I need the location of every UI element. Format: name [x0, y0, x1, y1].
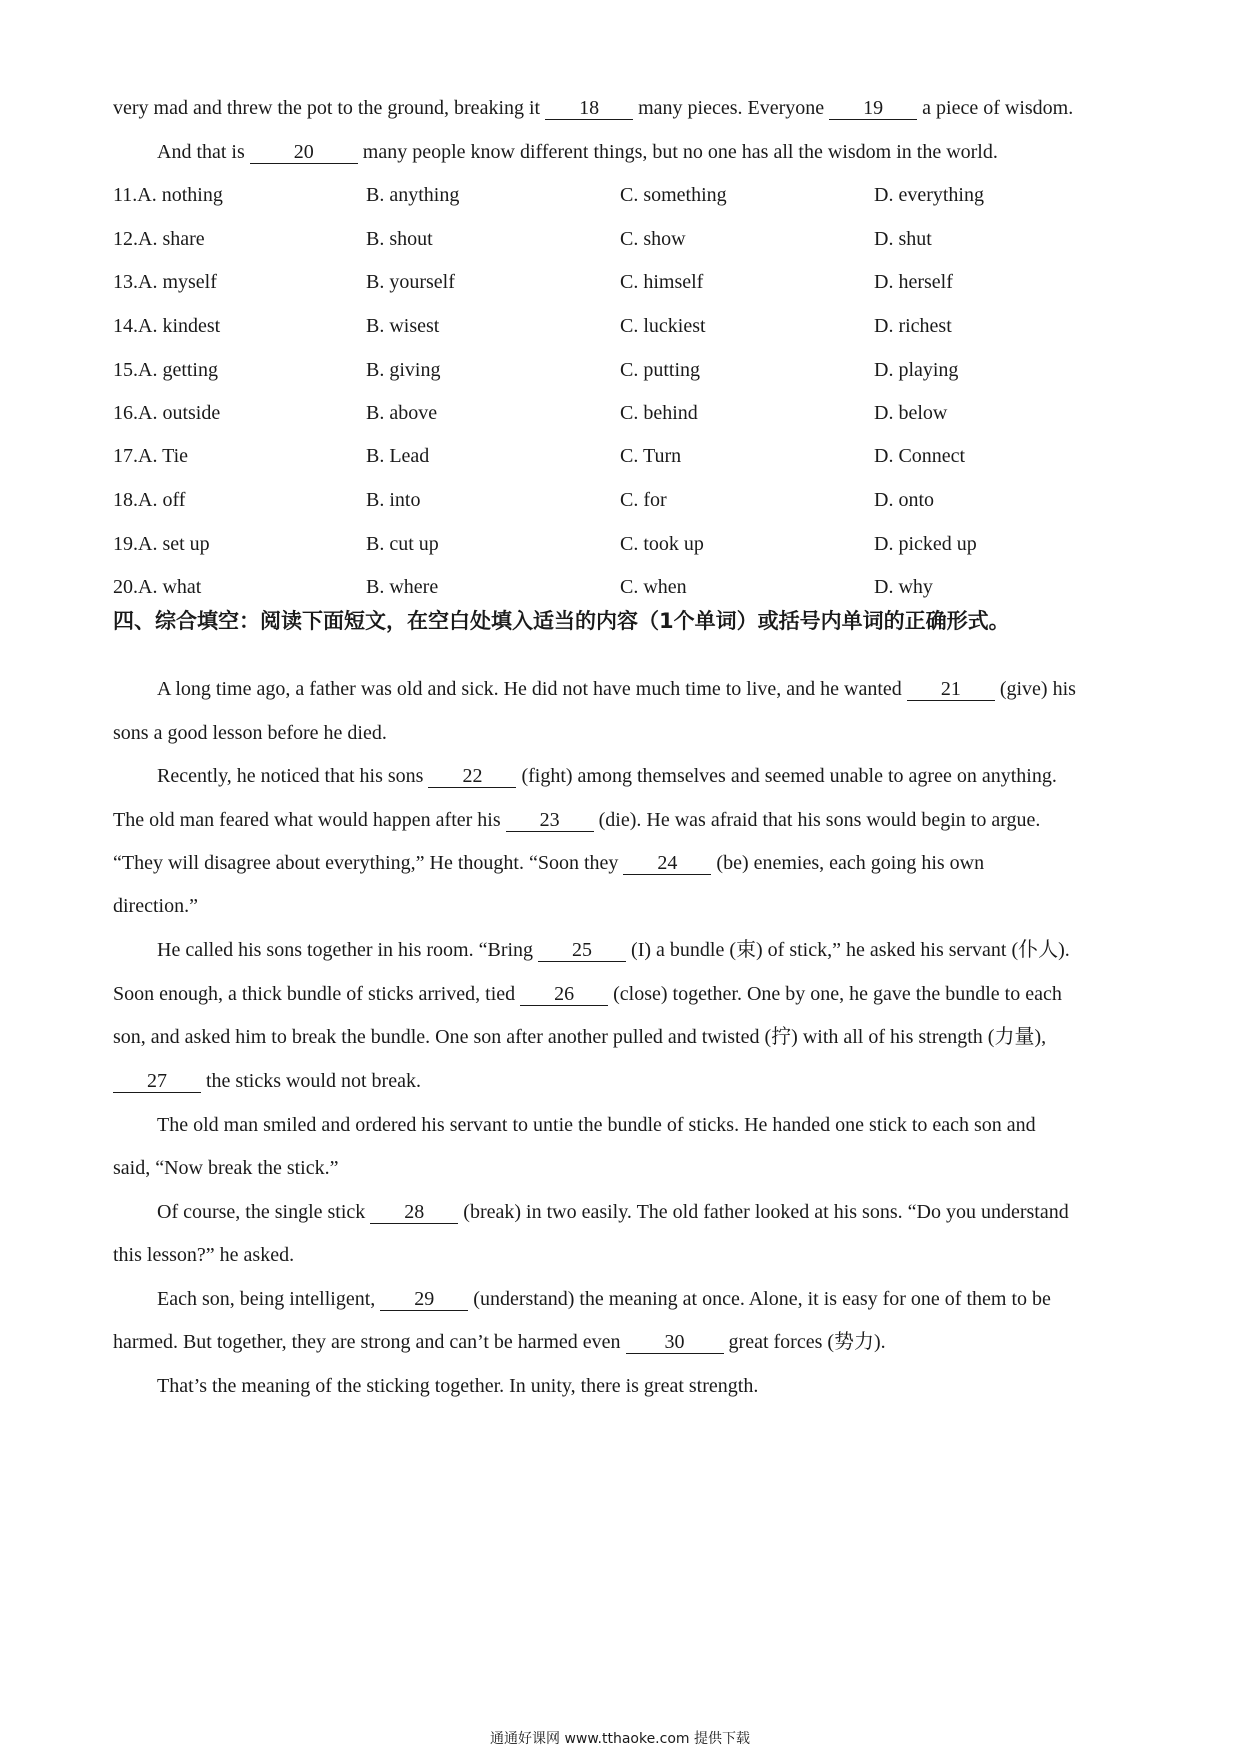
text: harmed. But together, they are strong and can’t be harmed even [113, 1331, 621, 1353]
option-row-20 [113, 574, 1133, 600]
option-b[interactable]: B. into [366, 489, 421, 511]
passage-line [113, 1024, 1133, 1050]
blank-19[interactable]: 19 [829, 97, 917, 120]
option-b[interactable]: B. yourself [366, 271, 455, 293]
passage-line [157, 1286, 1133, 1312]
option-b[interactable]: B. anything [366, 184, 460, 206]
passage-line [113, 850, 1133, 876]
option-a[interactable]: 19.A. set up [113, 533, 210, 555]
option-a[interactable]: 15.A. getting [113, 359, 218, 381]
text: direction.” [113, 895, 198, 917]
option-d[interactable]: D. Connect [874, 445, 966, 467]
option-row-11 [113, 182, 1133, 208]
text: (understand) the meaning at once. Alone, it is easy for one of them to be [473, 1288, 1051, 1310]
text: son, and asked him to break the bundle. One son after another pulled and twisted (拧) with all of his strength (力量), [113, 1026, 1047, 1048]
text: (be) enemies, each going his own [716, 852, 985, 874]
option-row-17 [113, 443, 1133, 469]
text: this lesson?” he asked. [113, 1244, 295, 1266]
option-d[interactable]: D. picked up [874, 533, 977, 555]
text: The old man feared what would happen after his [113, 809, 501, 831]
option-c[interactable]: C. Turn [620, 445, 682, 467]
option-a[interactable]: 14.A. kindest [113, 315, 221, 337]
option-d[interactable]: D. why [874, 576, 933, 598]
option-c[interactable]: C. something [620, 184, 727, 206]
text: He called his sons together in his room. “Bring [157, 939, 534, 961]
option-row-15 [113, 357, 1133, 383]
option-a[interactable]: 18.A. off [113, 489, 186, 511]
option-d[interactable]: D. everything [874, 184, 984, 206]
blank-28[interactable]: 28 [370, 1201, 458, 1224]
option-c[interactable]: C. for [620, 489, 667, 511]
option-c[interactable]: C. when [620, 576, 687, 598]
option-d[interactable]: D. herself [874, 271, 953, 293]
option-row-19 [113, 531, 1133, 557]
option-d[interactable]: D. playing [874, 359, 959, 381]
option-c[interactable]: C. behind [620, 402, 698, 424]
option-row-18 [113, 487, 1133, 513]
passage-line [113, 1155, 1133, 1181]
blank-27[interactable]: 27 [113, 1070, 201, 1093]
blank-26[interactable]: 26 [520, 983, 608, 1006]
text: the sticks would not break. [206, 1070, 421, 1092]
blank-20[interactable]: 20 [250, 141, 358, 164]
text: (close) together. One by one, he gave the bundle to each [613, 983, 1062, 1005]
passage-line [113, 95, 1133, 121]
passage-line [113, 1242, 1133, 1268]
option-d[interactable]: D. richest [874, 315, 952, 337]
text: Soon enough, a thick bundle of sticks arrived, tied [113, 983, 516, 1005]
text: many people know different things, but no one has all the wisdom in the world. [362, 141, 998, 163]
passage-line [113, 807, 1133, 833]
blank-23[interactable]: 23 [506, 809, 594, 832]
blank-29[interactable]: 29 [380, 1288, 468, 1311]
text: A long time ago, a father was old and sick. He did not have much time to live, and he wanted [157, 678, 902, 700]
option-a[interactable]: 17.A. Tie [113, 445, 189, 467]
text: “They will disagree about everything,” He thought. “Soon they [113, 852, 619, 874]
text: great forces (势力). [728, 1331, 886, 1353]
passage-line [113, 981, 1133, 1007]
passage-line [157, 1199, 1133, 1225]
blank-21[interactable]: 21 [907, 678, 995, 701]
passage-line [113, 1329, 1133, 1355]
text: The old man smiled and ordered his servant to untie the bundle of sticks. He handed one stick to each son and [157, 1114, 1036, 1136]
option-b[interactable]: B. where [366, 576, 439, 598]
option-b[interactable]: B. above [366, 402, 438, 424]
text: Recently, he noticed that his sons [157, 765, 424, 787]
section-heading: 四、综合填空：阅读下面短文，在空白处填入适当的内容（1个单词）或括号内单词的正确形式。 [113, 609, 1010, 633]
passage-line [157, 1112, 1133, 1138]
text: very mad and threw the pot to the ground, breaking it [113, 97, 541, 119]
passage-line [157, 139, 1133, 165]
passage-line [157, 763, 1133, 789]
text: (give) his [999, 678, 1076, 700]
option-c[interactable]: C. himself [620, 271, 704, 293]
option-row-16 [113, 400, 1133, 426]
blank-24[interactable]: 24 [623, 852, 711, 875]
option-row-14 [113, 313, 1133, 339]
passage-line [157, 1373, 1133, 1399]
option-b[interactable]: B. giving [366, 359, 441, 381]
text: (die). He was afraid that his sons would begin to argue. [598, 809, 1041, 831]
option-c[interactable]: C. putting [620, 359, 701, 381]
option-b[interactable]: B. Lead [366, 445, 430, 467]
option-b[interactable]: B. wisest [366, 315, 440, 337]
passage-line [113, 720, 1133, 746]
option-a[interactable]: 20.A. what [113, 576, 202, 598]
option-a[interactable]: 12.A. share [113, 228, 205, 250]
option-row-12 [113, 226, 1133, 252]
blank-22[interactable]: 22 [428, 765, 516, 788]
blank-30[interactable]: 30 [626, 1331, 724, 1354]
option-b[interactable]: B. cut up [366, 533, 439, 555]
option-c[interactable]: C. took up [620, 533, 704, 555]
passage-line [113, 1068, 1133, 1094]
option-a[interactable]: 11.A. nothing [113, 184, 223, 206]
blank-18[interactable]: 18 [545, 97, 633, 120]
option-a[interactable]: 16.A. outside [113, 402, 221, 424]
text: Each son, being intelligent, [157, 1288, 376, 1310]
text: said, “Now break the stick.” [113, 1157, 339, 1179]
option-d[interactable]: D. below [874, 402, 948, 424]
option-c[interactable]: C. luckiest [620, 315, 706, 337]
passage-line [113, 893, 1133, 919]
option-b[interactable]: B. shout [366, 228, 433, 250]
text: Of course, the single stick [157, 1201, 366, 1223]
text: And that is [157, 141, 245, 163]
passage-line [157, 676, 1133, 702]
text: a piece of wisdom. [922, 97, 1074, 119]
option-c[interactable]: C. show [620, 228, 686, 250]
text: (I) a bundle (束) of stick,” he asked his servant (仆人). [631, 939, 1070, 961]
text: (break) in two easily. The old father looked at his sons. “Do you understand [463, 1201, 1069, 1223]
option-d[interactable]: D. shut [874, 228, 932, 250]
text: (fight) among themselves and seemed unable to agree on anything. [521, 765, 1057, 787]
text: sons a good lesson before he died. [113, 722, 387, 744]
blank-25[interactable]: 25 [538, 939, 626, 962]
page-footer: 通通好课网 www.tthaoke.com 提供下载 [490, 1731, 750, 1747]
option-d[interactable]: D. onto [874, 489, 934, 511]
passage-line [157, 937, 1133, 963]
option-a[interactable]: 13.A. myself [113, 271, 217, 293]
option-row-13 [113, 269, 1133, 295]
text: That’s the meaning of the sticking together. In unity, there is great strength. [157, 1375, 759, 1397]
text: many pieces. Everyone [638, 97, 825, 119]
